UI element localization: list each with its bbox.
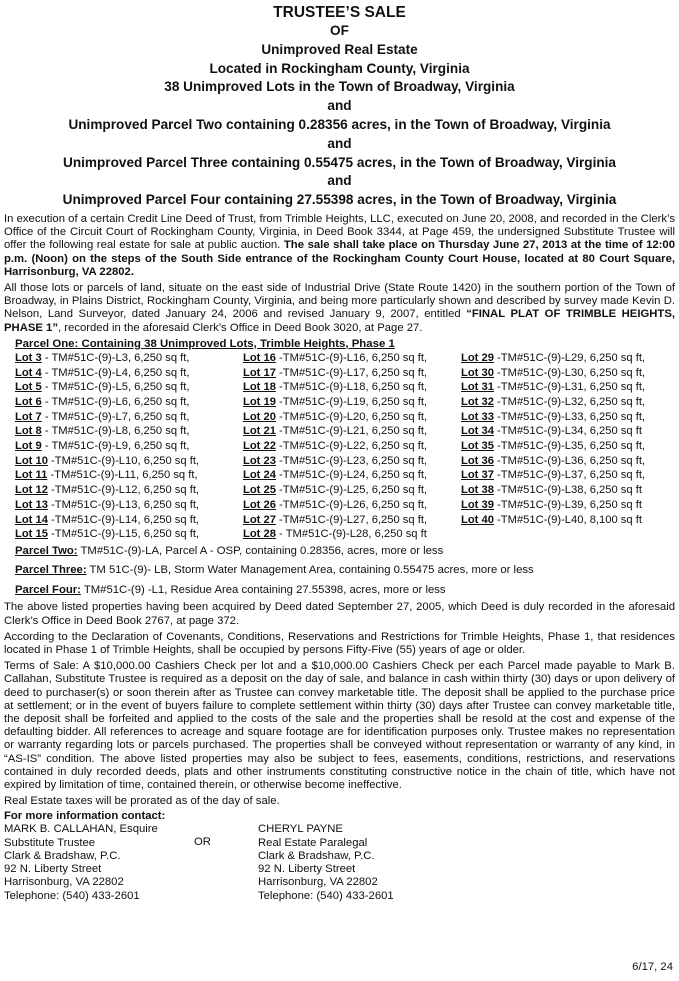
lot-text: -TM#51C-(9)-L18, 6,250 sq ft, (275, 381, 428, 394)
lot-label: Lot 27 (243, 513, 276, 526)
contact-line: Telephone: (540) 433-2601 (258, 889, 394, 902)
lot-entry (461, 454, 676, 469)
lot-text: -TM#51C-(9)-L23, 6,250 sq ft, (275, 454, 428, 467)
lot-entry (243, 424, 461, 439)
lot-label: Lot 10 (15, 454, 48, 467)
contact-line: Clark & Bradshaw, P.C. (4, 849, 121, 862)
lot-text: -TM#51C-(9)-L25, 6,250 sq ft, (275, 484, 428, 497)
parcel-four (15, 581, 675, 601)
header-line: 38 Unimproved Lots in the Town of Broadway, Virginia (164, 79, 515, 95)
contact-line: CHERYL PAYNE (258, 823, 343, 836)
header-line: and (327, 98, 352, 114)
header-line: Unimproved Parcel Three containing 0.55475 acres, in the Town of Broadway, Virginia (63, 154, 616, 170)
lot-text: -TM#51C-(9)-L14, 6,250 sq ft, (47, 513, 200, 526)
contact-line: Telephone: (540) 433-2601 (4, 889, 140, 902)
parcel-label: Parcel Two: (15, 544, 78, 557)
lot-text: -TM#51C-(9)-L22, 6,250 sq ft, (275, 440, 428, 453)
description-paragraph (4, 282, 675, 335)
lot-entry (243, 395, 461, 410)
plat-title: “FINAL PLAT OF TRIMBLE HEIGHTS, PHASE 1” (4, 308, 676, 334)
lot-text: -TM#51C-(9)-L19, 6,250 sq ft, (275, 395, 428, 408)
lot-label: Lot 34 (461, 425, 494, 438)
contact-line: Harrisonburg, VA 22802 (258, 876, 378, 889)
contact-line: Clark & Bradshaw, P.C. (258, 849, 375, 862)
lot-text: -TM#51C-(9)-L11, 6,250 sq ft, (47, 469, 198, 482)
lot-entry (461, 513, 676, 528)
lot-text: -TM#51C-(9)-L12, 6,250 sq ft, (47, 484, 200, 497)
header-line: Unimproved Parcel Four containing 27.55398 acres, in the Town of Broadway, Virginia (62, 192, 617, 208)
lot-entry (15, 380, 243, 395)
lot-label: Lot 12 (15, 484, 48, 497)
lot-entry (15, 498, 243, 513)
header-line: Located in Rockingham County, Virginia (209, 60, 470, 76)
declaration-paragraph: According to the Declaration of Covenants, Conditions, Reservations and Restrictions for Trimble Heights, Phase 1, that residences located in Phase 1 of Trimble Heights, shall be occupied by persons Fifty-Five (55) years of age or older. (4, 630, 675, 657)
lot-label: Lot 3 (15, 351, 42, 364)
lot-label: Lot 17 (243, 366, 276, 379)
intro-text: In execution of a certain Credit Line Deed of Trust, from Trimble Heights, LLC, executed on June 20, 2008, and recorded in the Clerk’s Office of the Circuit Court of Rockingham County, Virginia, in Deed Book 3344, at Page 459, the undersigned Substitute Trustee will offer the following real estate for sale at public auction. (4, 212, 675, 252)
parcel-two (15, 542, 675, 562)
lot-entry (243, 483, 461, 498)
lot-label: Lot 24 (243, 469, 276, 482)
description-tail: , recorded in the aforesaid Clerk’s Office in Deed Book 3020, at Page 27. (58, 321, 423, 334)
lot-text: -TM#51C-(9)-L40, 8,100 sq ft (493, 513, 642, 526)
lots-list (15, 351, 675, 542)
lot-text: -TM#51C-(9)-L27, 6,250 sq ft, (275, 513, 428, 526)
lot-label: Lot 32 (461, 395, 494, 408)
lot-label: Lot 26 (243, 498, 276, 511)
lot-entry (243, 410, 461, 425)
header-line: and (327, 135, 352, 151)
lot-text: - TM#51C-(9)-L3, 6,250 sq ft, (41, 351, 190, 364)
lot-text: -TM#51C-(9)-L37, 6,250 sq ft, (493, 469, 646, 482)
lot-label: Lot 37 (461, 469, 494, 482)
lot-text: -TM#51C-(9)-L29, 6,250 sq ft, (493, 351, 646, 364)
intro-paragraph (4, 213, 675, 279)
header-line: OF (330, 23, 349, 38)
lot-text: - TM#51C-(9)-L7, 6,250 sq ft, (41, 410, 190, 423)
parcel-one-label: Parcel One: Containing 38 Unimproved Lots, Trimble Heights, Phase 1 (15, 337, 395, 350)
lot-label: Lot 7 (15, 410, 42, 423)
lot-entry (461, 380, 676, 395)
parcel-text: TM 51C-(9)- LB, Storm Water Management Area, containing 0.55475 acres, more or less (86, 564, 534, 577)
lot-entry (15, 395, 243, 410)
lot-entry (461, 395, 676, 410)
lot-label: Lot 31 (461, 381, 494, 394)
sale-date-text: The sale shall take place on Thursday June 27, 2013 at the time of 12:00 p.m. (Noon) on the steps of the South Side entrance of the Rockingham County Court House, located at 80 Court Square, Harrisonburg, VA 22802. (4, 239, 675, 278)
lot-text: -TM#51C-(9)-L39, 6,250 sq ft (493, 498, 642, 511)
contact-line: MARK B. CALLAHAN, Esquire (4, 823, 158, 836)
contact-line: Harrisonburg, VA 22802 (4, 876, 124, 889)
lot-label: Lot 33 (461, 410, 494, 423)
lot-text: - TM#51C-(9)-L8, 6,250 sq ft, (41, 425, 190, 438)
lot-label: Lot 21 (243, 425, 276, 438)
lot-text: - TM#51C-(9)-L9, 6,250 sq ft, (41, 440, 190, 453)
taxes-paragraph: Real Estate taxes will be prorated as of the day of sale. (4, 795, 280, 808)
lot-entry (15, 483, 243, 498)
lot-entry (461, 498, 676, 513)
footer-date: 6/17, 24 (632, 961, 673, 973)
lot-text: -TM#51C-(9)-L33, 6,250 sq ft, (493, 410, 646, 423)
lot-label: Lot 19 (243, 395, 276, 408)
contact-heading: For more information contact: (4, 810, 166, 823)
contact-line: Real Estate Paralegal (258, 836, 368, 849)
lot-entry (15, 527, 243, 542)
parcel-label: Parcel Four: (15, 583, 81, 596)
lot-entry (243, 513, 461, 528)
lot-entry (461, 483, 676, 498)
lot-entry (243, 498, 461, 513)
lot-text: -TM#51C-(9)-L15, 6,250 sq ft, (47, 528, 200, 541)
lot-label: Lot 29 (461, 351, 494, 364)
lot-entry (243, 454, 461, 469)
lot-label: Lot 9 (15, 440, 42, 453)
lot-text: - TM#51C-(9)-L5, 6,250 sq ft, (41, 381, 190, 394)
parcel-text: TM#51C-(9) -L1, Residue Area containing 27.55398, acres, more or less (80, 583, 446, 596)
contact-right (258, 823, 518, 902)
lot-entry (461, 468, 676, 483)
lot-entry (15, 351, 243, 366)
lot-text: -TM#51C-(9)-L38, 6,250 sq ft (493, 484, 642, 497)
lot-entry (243, 366, 461, 381)
header-line: Unimproved Real Estate (261, 41, 418, 57)
lot-text: -TM#51C-(9)-L24, 6,250 sq ft, (275, 469, 428, 482)
lot-label: Lot 39 (461, 498, 494, 511)
lot-label: Lot 40 (461, 513, 494, 526)
lot-label: Lot 14 (15, 513, 48, 526)
lot-text: - TM#51C-(9)-L28, 6,250 sq ft (275, 528, 427, 541)
lot-label: Lot 25 (243, 484, 276, 497)
contact-line: Substitute Trustee (4, 836, 96, 849)
lot-text: -TM#51C-(9)-L31, 6,250 sq ft, (493, 381, 646, 394)
lot-label: Lot 11 (15, 469, 48, 482)
lot-label: Lot 35 (461, 440, 494, 453)
lot-entry (243, 439, 461, 454)
lot-label: Lot 36 (461, 454, 494, 467)
notice-title: TRUSTEE’S SALE (273, 4, 406, 21)
parcel-text: TM#51C-(9)-LA, Parcel A - OSP, containing 0.28356, acres, more or less (77, 544, 444, 557)
lot-entry (461, 439, 676, 454)
lot-text: -TM#51C-(9)-L16, 6,250 sq ft, (275, 351, 428, 364)
lot-label: Lot 6 (15, 395, 42, 408)
lot-entry (461, 424, 676, 439)
lot-entry (461, 410, 676, 425)
lot-entry (15, 454, 243, 469)
lot-text: -TM#51C-(9)-L35, 6,250 sq ft, (493, 440, 646, 453)
lot-entry (243, 380, 461, 395)
lot-text: -TM#51C-(9)-L36, 6,250 sq ft, (493, 454, 646, 467)
lot-entry (15, 468, 243, 483)
lot-entry (461, 351, 676, 366)
contact-line: 92 N. Liberty Street (4, 863, 102, 876)
lot-label: Lot 38 (461, 484, 494, 497)
lot-entry (15, 366, 243, 381)
lot-text: -TM#51C-(9)-L30, 6,250 sq ft, (493, 366, 646, 379)
terms-paragraph: Terms of Sale: A $10,000.00 Cashiers Check per lot and a $10,000.00 Cashiers Check per each Parcel made payable to Mark B. Callahan, Substitute Trustee is required as a deposit on the day of sale, and balance in cash within thirty (30) days or upon delivery of deed to purchaser(s) or soon therein after as Trustee can convey marketable title. The deposit shall be applied to the purchase price at settlement; or in the event of buyers failure to complete settlement within thirty (30) days after Trustee can convey marketable title, the deposit shall be forfeited and applied to the costs of the sale and the properties shall be resold at the cost and expense of the defaulting bidder. All references to acreage and square footage are for identification purposes only. Trustee makes no representation or warranty regarding lots or parcels purchased. The properties shall be conveyed without representation or warranty of any kind, in “AS-IS” condition. The above listed properties may also be subject to fees, easements, conditions, restrictions, and reservations contained in duly recorded deeds, plats and other instruments constituting constructive notice in the chain of title, which have not expired by limitation of time, contained therein, or otherwise become ineffective. (4, 660, 675, 792)
parcel-three (15, 561, 675, 581)
lot-label: Lot 30 (461, 366, 494, 379)
lot-label: Lot 4 (15, 366, 42, 379)
lot-text: -TM#51C-(9)-L20, 6,250 sq ft, (275, 410, 428, 423)
header-line: and (327, 173, 352, 189)
header-line: Unimproved Parcel Two containing 0.28356 acres, in the Town of Broadway, Virginia (68, 116, 611, 132)
lot-text: - TM#51C-(9)-L4, 6,250 sq ft, (41, 366, 190, 379)
lot-label: Lot 8 (15, 425, 42, 438)
lot-label: Lot 28 (243, 528, 276, 541)
parcel-label: Parcel Three: (15, 564, 87, 577)
contact-left (4, 823, 194, 902)
lot-text: -TM#51C-(9)-L34, 6,250 sq ft (493, 425, 642, 438)
lot-entry (15, 513, 243, 528)
lot-label: Lot 23 (243, 454, 276, 467)
contacts-block (4, 823, 675, 902)
lot-entry (15, 424, 243, 439)
lot-entry (243, 351, 461, 366)
lot-text: -TM#51C-(9)-L10, 6,250 sq ft, (47, 454, 200, 467)
lot-text: -TM#51C-(9)-L26, 6,250 sq ft, (275, 498, 428, 511)
lot-entry (243, 527, 461, 542)
lot-text: -TM#51C-(9)-L17, 6,250 sq ft, (275, 366, 428, 379)
lot-text: -TM#51C-(9)-L13, 6,250 sq ft, (47, 498, 200, 511)
lot-label: Lot 5 (15, 381, 42, 394)
lot-label: Lot 18 (243, 381, 276, 394)
description-text: All those lots or parcels of land, situate on the east side of Industrial Drive (State Route 1420) in the southern portion of the Town of Broadway, in Plains District, Rockingham County, Virginia, and being more particularly shown and described by survey made Kevin D. Nelson, Land Surveyor, dated January 24, 2006 and revised January 9, 2007, entitled (4, 281, 675, 321)
lot-entry (461, 366, 676, 381)
lot-label: Lot 13 (15, 498, 48, 511)
lot-label: Lot 15 (15, 528, 48, 541)
lot-entry (461, 527, 676, 542)
lot-text: - TM#51C-(9)-L6, 6,250 sq ft, (41, 395, 190, 408)
lot-entry (15, 439, 243, 454)
or-label: OR (194, 836, 211, 849)
lot-label: Lot 16 (243, 351, 276, 364)
contact-line: 92 N. Liberty Street (258, 863, 356, 876)
lot-text: -TM#51C-(9)-L32, 6,250 sq ft, (493, 395, 646, 408)
lot-label: Lot 22 (243, 440, 276, 453)
lot-label: Lot 20 (243, 410, 276, 423)
lot-entry (243, 468, 461, 483)
acquired-paragraph: The above listed properties having been acquired by Deed dated September 27, 2005, which Deed is duly recorded in the aforesaid Clerk’s Office in Deed Book 2767, at page 372. (4, 601, 675, 627)
lot-entry (15, 410, 243, 425)
lot-text: -TM#51C-(9)-L21, 6,250 sq ft, (275, 425, 428, 438)
parcel-one-heading (15, 337, 675, 351)
